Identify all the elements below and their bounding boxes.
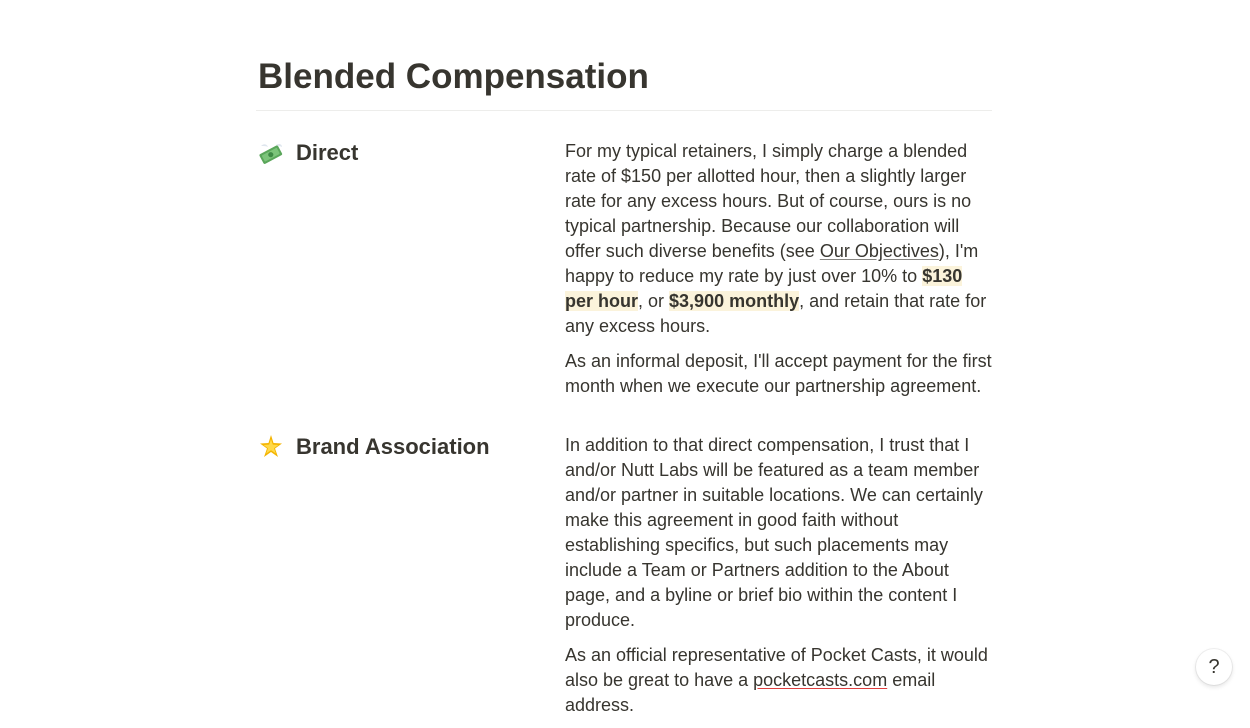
glowing-star-icon	[258, 434, 284, 460]
our-objectives-link[interactable]: Our Objectives	[819, 241, 939, 261]
money-with-wings-icon	[258, 140, 284, 166]
paragraph-text: email address.	[565, 670, 936, 715]
section-body-direct	[565, 139, 993, 409]
section-heading-brand-association	[258, 433, 490, 461]
divider	[256, 110, 992, 111]
paragraph-text: , or	[638, 291, 670, 311]
paragraph: In addition to that direct compensation, I trust that I and/or Nutt Labs will be featured as a team member and/or partner in suitable locations. We can certainly make this agreement in good faith without establishing specifics, but such placements may include a Team or Partners addition to the About page, and a byline or brief bio within the content I produce.	[565, 435, 983, 630]
paragraph-text: For my typical retainers, I simply charge a blended rate of $150 per allotted hour, then a slightly larger rate for any excess hours. But of course, ours is no typical partnership. Because our collaboration will offer such diverse benefits (see	[565, 141, 972, 261]
help-button[interactable]: ?	[1196, 649, 1232, 685]
paragraph-text: , and retain that rate for any excess hours.	[565, 291, 987, 336]
section-heading-label: Direct	[296, 140, 359, 165]
paragraph	[565, 139, 993, 339]
section-heading-label: Brand Association	[296, 434, 490, 459]
pocketcasts-link[interactable]: pocketcasts.com	[753, 670, 888, 690]
page-title: Blended Compensation	[258, 57, 649, 96]
rate-monthly-highlight: $3,900 monthly	[669, 291, 800, 311]
paragraph-text: ), I'm happy to reduce my rate by just over 10% to	[565, 241, 979, 286]
paragraph	[565, 643, 993, 718]
section-heading-direct	[258, 139, 358, 167]
paragraph-text: As an official representative of Pocket Casts, it would also be great to have a	[565, 645, 988, 690]
rate-hourly-highlight: $130 per hour	[565, 266, 963, 311]
section-body-brand-association	[565, 433, 993, 728]
paragraph: As an informal deposit, I'll accept payment for the first month when we execute our partnership agreement.	[565, 351, 992, 396]
